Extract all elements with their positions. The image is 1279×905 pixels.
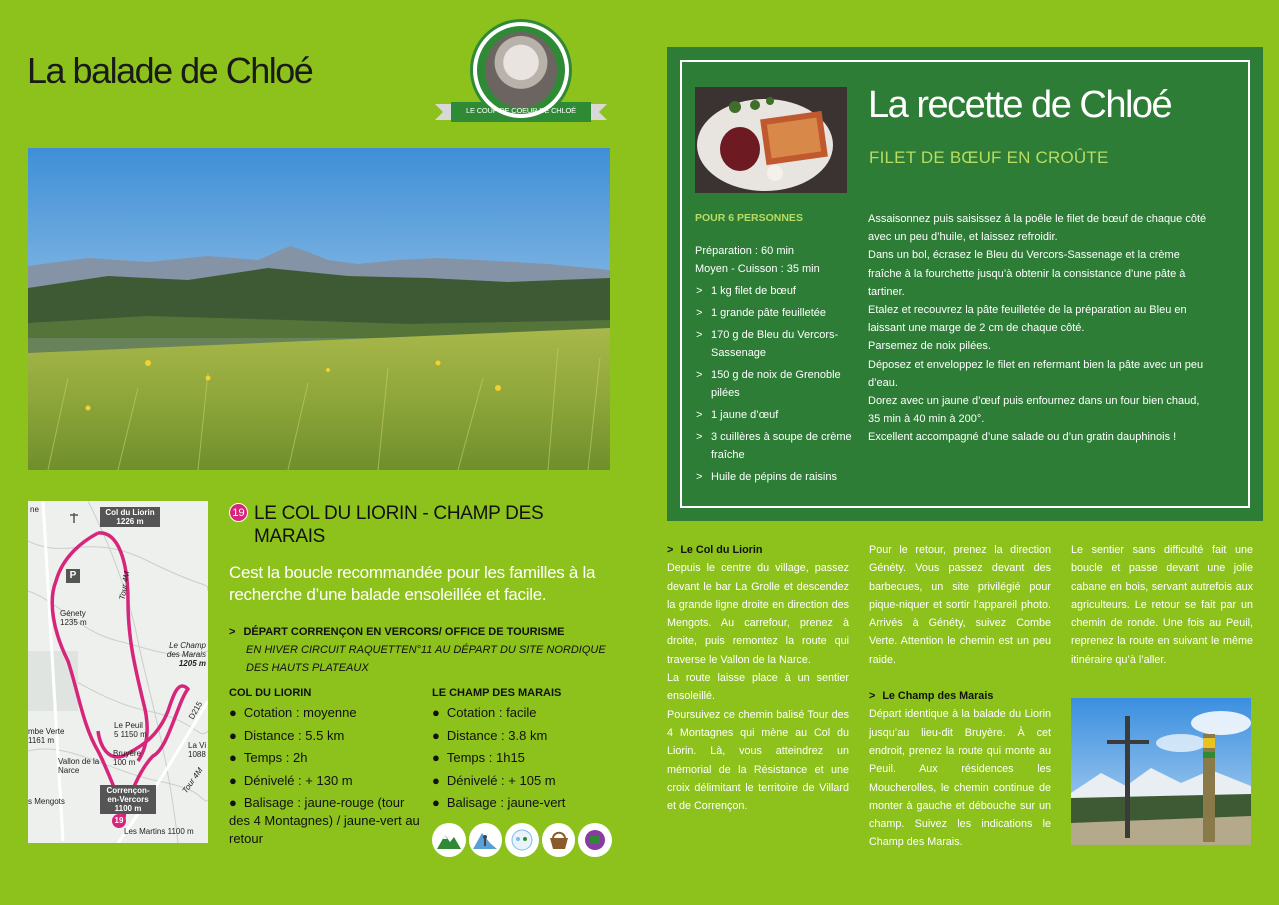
paragraph: Pour le retour, prenez la direction Généty. Vous passez devant des barbecues, un site privilégié pour pique-niquer et sortir l’appareil photo. Arrivés à Généty, suivez Combe Verte. Attention le chemin est un peu raide.: [869, 544, 1051, 666]
stat-item: ● Dénivelé : + 130 m: [229, 772, 353, 788]
stat-item: ● Balisage : jaune-rouge (tour des 4 Montagnes) / jaune-vert au retour: [229, 795, 420, 846]
ingredient-item: > 1 jaune d’œuf: [695, 406, 860, 424]
map-label-vallon: Vallon de la Narce: [58, 757, 100, 775]
prep-times: [695, 242, 860, 278]
cook-time: Moyen - Cuisson : 35 min: [695, 263, 820, 275]
recipe-step: Assaisonnez puis saisissez à la poêle le filet de bœuf de chaque côté avec un peu d’huile, et laissez refroidir.: [868, 213, 1207, 244]
stats-heading: LE CHAMP DES MARAIS: [432, 687, 562, 699]
recipe-step: Dorez avec un jaune d’œuf puis enfournez dans un four bien chaud, 35 min à 40 min à 200°.: [868, 395, 1200, 426]
stats-champ-marais: [432, 687, 627, 815]
text-column-3: [1071, 541, 1253, 669]
landscape-photo: [28, 148, 610, 470]
map-label-combe-verte: mbe Verte 1161 m: [28, 727, 65, 745]
map-label-col-liorin: Col du Liorin 1226 m: [100, 507, 160, 527]
mountain-icon: [432, 823, 466, 857]
map-label-le-peuil: Le Peuil 5 1150 m: [114, 721, 147, 739]
map-label-mengots: s Mengots: [28, 797, 65, 806]
stats-heading: COL DU LIORIN: [229, 687, 312, 699]
recipe-steps: [868, 210, 1213, 447]
map-label-top: ne: [30, 505, 39, 514]
paragraph: Le sentier sans difficulté fait une boucle et passe devant une jolie cabane en bois, servant autrefois aux agriculteurs. Le retour se fait par un chemin de ronde. Une fois au Peuil, reprenez la route en suivant le même itinéraire qu’à l’aller.: [1071, 544, 1253, 666]
stat-item: ● Temps : 2h: [229, 750, 308, 765]
departure-info: [229, 623, 619, 677]
map-label-genety: Génety 1235 m: [60, 609, 87, 627]
paragraph: Poursuivez ce chemin balisé Tour des 4 Montagnes qui mène au Col du Liorin. Là, vous atteindrez un mémorial de la Résistance et une croix délimitant le territoire de Villard et de Corrençon.: [667, 708, 849, 813]
map-label-bruyere: Bruyère 100 m: [113, 749, 142, 767]
text-column-2: [869, 541, 1051, 852]
hiking-icon: [469, 823, 503, 857]
route-title: LE COL DU LIORIN - CHAMP DES MARAIS: [254, 503, 544, 547]
ingredient-item: > 1 grande pâte feuilletée: [695, 304, 860, 322]
trail-map: [28, 501, 208, 843]
recipe-step: Déposez et enveloppez le filet en refermant bien la pâte avec un peu d’eau.: [868, 358, 1204, 389]
recipe-title: La recette de Chloé: [868, 84, 1172, 126]
ingredient-item: > 1 kg filet de bœuf: [695, 282, 860, 300]
stat-item: ● Dénivelé : + 105 m: [432, 772, 556, 788]
map-label-tour4m: Tour 4M: [117, 570, 132, 601]
section-heading: > Le Col du Liorin: [667, 544, 763, 556]
recipe-step: Excellent accompagné d’une salade ou d’un gratin dauphinois !: [868, 431, 1177, 444]
paragraph: La route laisse place à un sentier ensoleillé.: [667, 672, 849, 703]
recipe-step: Dans un bol, écrasez le Bleu du Vercors-Sassenage et la crème fraîche à la fourchette jusqu’à obtenir la consistance d’une pâte à tartiner.: [868, 249, 1186, 298]
coup-de-coeur-badge: [435, 20, 607, 130]
map-label-road: D215: [186, 699, 205, 722]
parking-icon: P: [66, 569, 80, 583]
stat-item: ● Cotation : moyenne: [229, 705, 357, 720]
ingredient-list: [695, 282, 860, 490]
prep-time: Préparation : 60 min: [695, 245, 795, 257]
family-icon: [505, 823, 539, 857]
route-intro: Cest la boucle recommandée pour les familles à la recherche d’une balade ensoleillée et facile.: [229, 563, 596, 604]
badge-label: LE COUP DE COEUR DE CHLOÉ: [466, 106, 576, 115]
stat-item: ● Temps : 1h15: [432, 750, 525, 765]
bike-icon: [578, 823, 612, 857]
paragraph: Depuis le centre du village, passez devant le bar La Grolle et descendez la grande ligne droite en direction des Mengots. Au carrefour, prenez à droite, puis remontez la route qui traverse le Vallon de la Narce.: [667, 562, 849, 666]
activity-icons: [432, 823, 612, 859]
text-column-1: [667, 541, 849, 815]
stats-col-liorin: [229, 687, 424, 848]
ingredient-item: > 3 cuillères à soupe de crème fraîche: [695, 428, 860, 464]
paragraph: Départ identique à la balade du Liorin jusqu’au lieu-dit Bruyère. À cet endroit, prenez la route qui monte au Peuil. Aux résidences les Moucherolles, le chemin continue de monter à gauche et débouche sur un champ. Suivez les indications le Champ des Marais.: [869, 708, 1051, 849]
recipe-step: Parsemez de noix pilées.: [868, 340, 991, 353]
basket-icon: [542, 823, 576, 857]
cross-signpost-photo: [1071, 698, 1251, 845]
map-label-tour4m-b: Tour 4M: [180, 766, 205, 795]
stat-item: ● Distance : 5.5 km: [229, 727, 345, 743]
stat-item: ● Balisage : jaune-vert: [432, 795, 566, 810]
departure-heading: > DÉPART CORRENÇON EN VERCORS/ OFFICE DE TOURISME: [229, 626, 565, 638]
dish-photo: [695, 87, 847, 193]
servings-label: POUR 6 PERSONNES: [695, 212, 803, 224]
map-label-la-vi: La Vi 1088: [188, 741, 207, 759]
ingredient-item: > 170 g de Bleu du Vercors-Sassenage: [695, 326, 860, 362]
map-label-martins: Les Martins 1100 m: [124, 827, 194, 836]
avatar: [473, 22, 569, 118]
route-marker-icon: 19: [112, 814, 126, 828]
map-label-champ-marais: Le Champ des Marais 1205 m: [166, 641, 206, 668]
stat-item: ● Cotation : facile: [432, 705, 537, 720]
page-title-balade: La balade de Chloé: [27, 50, 313, 91]
ingredient-item: > 150 g de noix de Grenoble pilées: [695, 366, 860, 402]
section-heading: > Le Champ des Marais: [869, 690, 994, 703]
departure-subtext: EN HIVER CIRCUIT RAQUETTEN°11 AU DÉPART DU SITE NORDIQUE DES HAUTS PLATEAUX: [246, 644, 606, 674]
route-number-badge: 19: [229, 503, 248, 522]
recipe-subtitle: FILET DE BŒUF EN CROÛTE: [869, 148, 1109, 167]
ingredient-item: > Huile de pépins de raisins: [695, 468, 860, 486]
recipe-step: Etalez et recouvrez la pâte feuilletée de la préparation au Bleu en laissant une marge de 2 cm de chaque côté.: [868, 304, 1187, 335]
stat-item: ● Distance : 3.8 km: [432, 727, 548, 743]
map-label-correncon: Corrençon-en-Vercors 1100 m: [100, 785, 156, 814]
